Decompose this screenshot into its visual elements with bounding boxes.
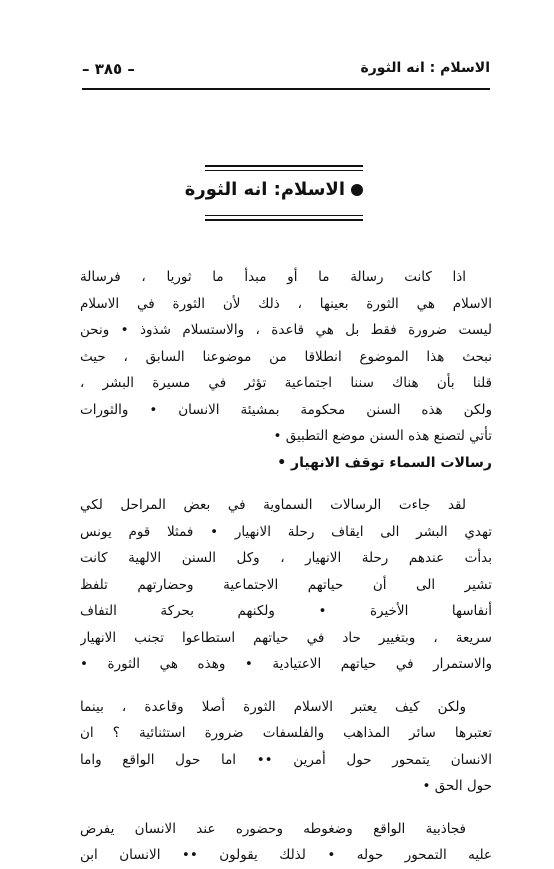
header-rule [82, 88, 490, 90]
text-line: حول الحق • [422, 778, 492, 794]
text-line: والاستمرار في حياتهم الاعتيادية • وهذه هي الثورة • [80, 656, 492, 672]
body-text [80, 264, 492, 869]
text-line: تأتي لتصنع هذه السنن موضع التطبيق • [273, 428, 492, 444]
text-line: تشير الى أن حياتهم الاجتماعية وحضارتهم تلفظ [80, 576, 492, 593]
running-head [82, 60, 490, 82]
text-line: فجاذبية الواقع وضغوطه وحضوره عند الانسان يفرض [80, 820, 466, 837]
text-line: ولكن هذه السنن محكومة بمشيئة الانسان • والثورات [80, 401, 492, 418]
paragraph-3 [80, 694, 492, 800]
text-line: الاسلام هي الثورة بعينها ، ذلك لأن الثورة في الاسلام [80, 295, 492, 312]
text-line: تعتبرها سائر المذاهب والفلسفات ضرورة استثنائية ؟ ان [80, 725, 492, 741]
page-number: – ٣٨٥ – [82, 60, 135, 78]
text-line: أنفاسها الأخيرة • ولكنهم بحركة التفاف [80, 603, 492, 619]
bullet-dot-icon [351, 184, 363, 196]
paragraph-1 [80, 264, 492, 450]
section-heading: رسالات السماء توقف الانهيار • [277, 454, 492, 471]
chapter-title-box [184, 165, 363, 221]
paragraph-2 [80, 492, 492, 678]
chapter-title: الاسلام: انه الثورة [184, 179, 345, 200]
text-line: ولكن كيف يعتبر الاسلام الثورة أصلا وقاعدة ، بينما [80, 698, 466, 715]
paragraph-4 [80, 816, 492, 869]
text-line: الانسان يتمحور حول أمرين •• اما حول الواقع واما [80, 751, 492, 768]
text-line: ليست ضرورة فقط بل هي قاعدة ، والاستسلام شذوذ • ونحن [80, 322, 492, 338]
text-line: بدأت عندهم رحلة الانهيار ، وكل السنن الالهية كانت [80, 550, 492, 566]
text-line: تهدي البشر الى ايقاف رحلة الانهيار • فمثلا قوم يونس [80, 523, 492, 540]
text-line: لقد جاءت الرسالات السماوية في بعض المراحل لكي [80, 497, 466, 513]
text-line: قلنا بأن هناك سننا اجتماعية تؤثر في مسيرة البشر ، [80, 375, 492, 391]
text-line: اذا كانت رسالة ما أو مبدأ ما ثوريا ، فرسالة [80, 269, 466, 285]
text-line: عليه التمحور حوله • لذلك يقولون •• الانسان ابن [80, 847, 492, 863]
chapter-title-row [184, 179, 363, 200]
text-line: نبحث هذا الموضوع انطلاقا من موضوعنا السابق ، حيث [80, 348, 492, 365]
running-title: الاسلام : انه الثورة [360, 60, 490, 76]
text-line: سريعة ، وبتغيير حاد في حياتهم استطاعوا تجنب الانهيار [80, 629, 492, 646]
